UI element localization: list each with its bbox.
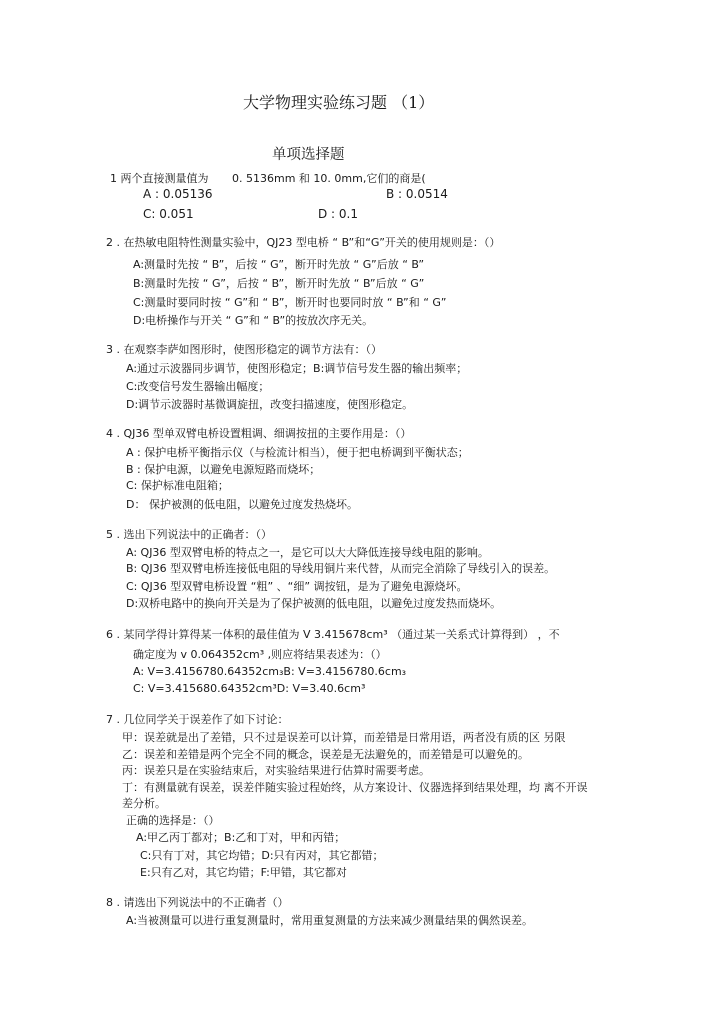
- question-7-answer-prompt: 正确的选择是：（）: [126, 814, 220, 827]
- question-7-line-jia: 甲：误差就是出了差错，只不过是误差可以计算，而差错是日常用语，两者没有质的区 另限: [122, 731, 566, 744]
- question-1-option-d: D : 0.1: [318, 207, 358, 221]
- question-4-option-a: A : 保护电桥平衡指示仪（与检流计相当），便于把电桥调到平衡状态；: [126, 446, 469, 459]
- question-1-option-b: B : 0.0514: [386, 187, 448, 201]
- question-6-stem: 6 . 某同学得计算得某一体积的最佳值为 V 3.415678cm³ （通过某一关系式计算得到） ，不: [106, 628, 560, 641]
- question-3-option-d: D:调节示波器时基微调旋扭，改变扫描速度，使图形稳定。: [126, 398, 414, 411]
- question-7-option-cd: C:只有丁对，其它均错；D:只有丙对，其它都错；: [140, 849, 384, 862]
- question-1-option-a: A : 0.05136: [143, 187, 213, 201]
- question-2-option-c: C:测量时要同时按 “ G”和 “ B”，断开时也要同时放 “ B”和 “ G”: [133, 296, 447, 309]
- question-2-stem: 2 . 在热敏电阻特性测量实验中，QJ23 型电桥 “ B”和“G”开关的使用规则是：（）: [106, 236, 501, 249]
- question-1-option-c: C: 0.051: [143, 207, 194, 221]
- question-5-stem: 5 . 选出下列说法中的正确者：（）: [106, 528, 272, 541]
- question-5-option-a: A: QJ36 型双臂电桥的特点之一，是它可以大大降低连接导线电阻的影响。: [126, 546, 489, 559]
- question-3-stem: 3 . 在观察李萨如图形时，使图形稳定的调节方法有：（）: [106, 343, 382, 356]
- question-2-option-b: B:测量时先按 “ G”，后按 “ B”，断开时先放 “ B”后放 “ G”: [133, 277, 425, 290]
- question-3-option-ab: A:通过示波器同步调节，使图形稳定；B:调节信号发生器的输出频率；: [126, 362, 468, 375]
- question-4-option-b: B : 保护电源，以避免电源短路而烧坏；: [126, 463, 321, 476]
- question-8-stem: 8 . 请选出下列说法中的不正确者（）: [106, 896, 289, 909]
- question-1-stem-values: 0. 5136mm 和 10. 0mm,它们的商是(: [232, 172, 426, 185]
- question-7-line-yi: 乙：误差和差错是两个完全不同的概念，误差是无法避免的，而差错是可以避免的。: [122, 748, 529, 761]
- question-3-option-c: C:改变信号发生器输出幅度；: [126, 380, 270, 393]
- question-5-option-c: C: QJ36 型双臂电桥设置 “粗” 、“细” 调按钮，是为了避免电源烧坏。: [126, 580, 468, 593]
- question-5-option-b: B: QJ36 型双臂电桥连接低电阻的导线用铜片来代替，从而完全消除了导线引入的误差。: [126, 562, 556, 575]
- question-7-option-ef: E:只有乙对，其它均错；F:甲错，其它都对: [140, 866, 347, 879]
- question-7-line-ding: 丁：有测量就有误差，误差伴随实验过程始终，从方案设计、仪器选择到结果处理，均 离不开误: [122, 781, 588, 794]
- question-6-stem-cont: 确定度为 v 0.064352cm³ ,则应将结果表述为：（）: [133, 648, 387, 661]
- question-7-line-bing: 丙：误差只是在实验结束后，对实验结果进行估算时需要考虑。: [122, 764, 430, 777]
- question-4-option-d: D： 保护被测的低电阻，以避免过度发热烧坏。: [126, 498, 358, 511]
- section-title: 单项选择题: [272, 147, 345, 163]
- question-6-option-ab: A: V=3.4156780.64352cm₃B: V=3.4156780.6cm₃: [133, 665, 407, 678]
- question-6-option-cd: C: V=3.415680.64352cm³D: V=3.40.6cm³: [133, 682, 366, 695]
- question-1-stem: 1 两个直接测量值为: [110, 172, 209, 185]
- question-7-line-ding-cont: 差分析。: [122, 797, 166, 810]
- question-8-option-a: A:当被测量可以进行重复测量时，常用重复测量的方法来减少测量结果的偶然误差。: [126, 914, 534, 927]
- question-2-option-a: A:测量时先按 “ B”，后按 “ G”，断开时先放 “ G”后放 “ B”: [133, 258, 425, 271]
- page-title: 大学物理实验练习题 （1）: [243, 93, 435, 112]
- question-7-option-ab: A:甲乙丙丁都对；B:乙和丁对，甲和丙错；: [136, 831, 346, 844]
- question-2-option-d: D:电桥操作与开关 “ G”和 “ B”的按放次序无关。: [133, 314, 374, 327]
- question-4-option-c: C: 保护标准电阻箱；: [126, 479, 229, 492]
- question-5-option-d: D:双桥电路中的换向开关是为了保护被测的低电阻，以避免过度发热而烧坏。: [126, 597, 502, 610]
- question-7-stem: 7 . 几位同学关于误差作了如下讨论：: [106, 713, 289, 726]
- question-4-stem: 4 . QJ36 型单双臂电桥设置粗调、细调按扭的主要作用是：（）: [106, 427, 412, 440]
